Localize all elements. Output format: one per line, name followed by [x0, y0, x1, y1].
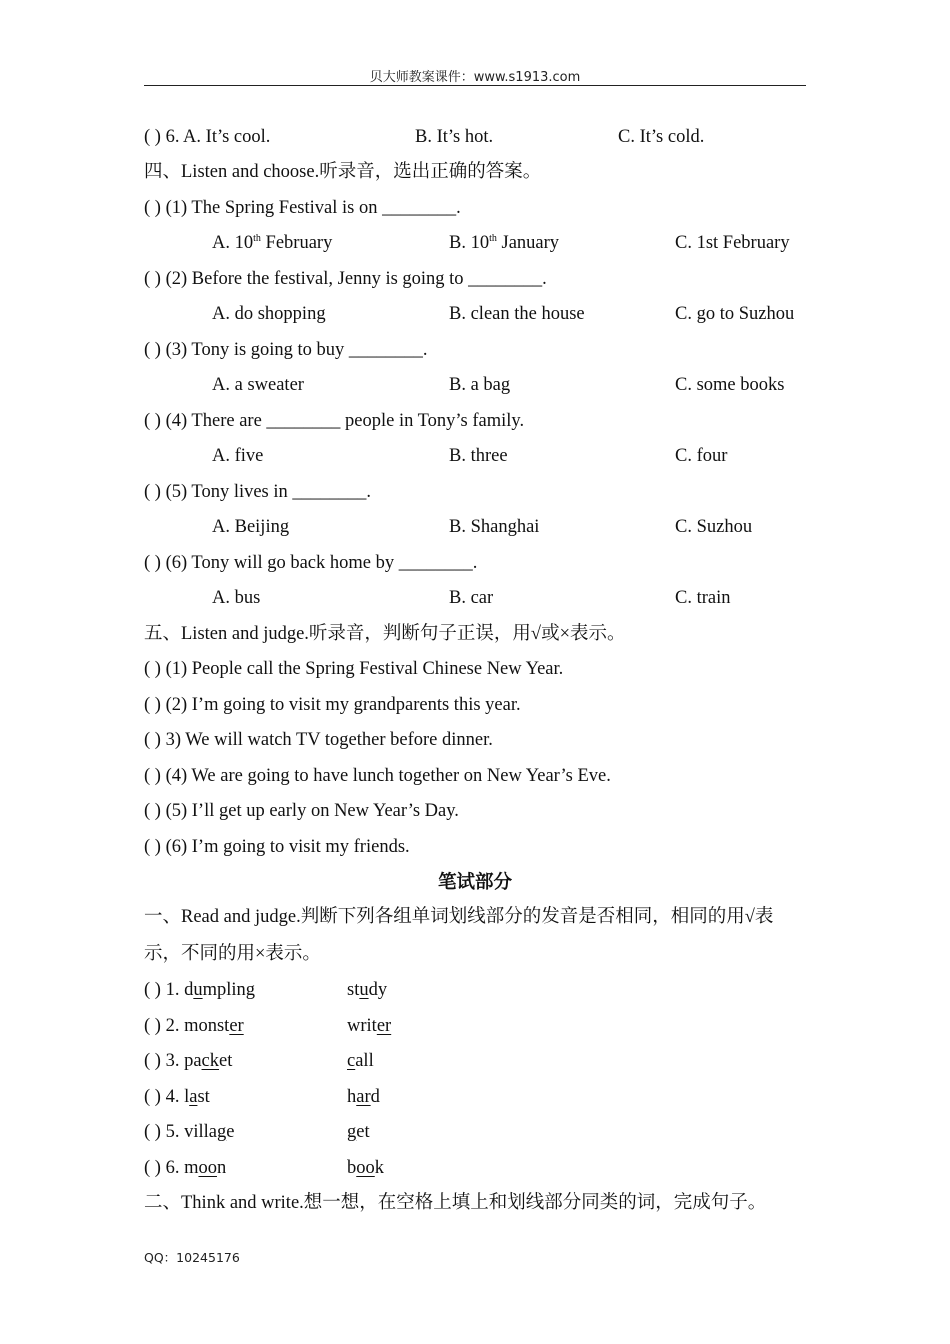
header-divider — [144, 85, 806, 86]
word-pair-1-compare: study — [347, 980, 388, 1000]
written-1-title-line2: 示，不同的用×表示。 — [144, 944, 321, 964]
s5-item-6: ( ) (6) I’m going to visit my friends. — [144, 837, 410, 857]
word-pair-6-compare: book — [347, 1158, 384, 1178]
s4-q5-stem: ( ) (5) Tony lives in ________. — [144, 482, 372, 502]
section-4-title: 四、Listen and choose.听录音，选出正确的答案。 — [144, 162, 542, 182]
s5-item-1: ( ) (1) People call the Spring Festival Chinese New Year. — [144, 659, 564, 679]
s4-q4-option-b: B. three — [449, 446, 508, 466]
q6-stem: ( ) 6. A. It’s cool. — [144, 127, 271, 147]
word-pair-1: ( ) 1. dumpling — [144, 980, 255, 1000]
word-pair-2-compare: writer — [347, 1016, 392, 1036]
s4-q3-option-c: C. some books — [675, 375, 785, 395]
s4-q2-option-c: C. go to Suzhou — [675, 304, 795, 324]
s4-q1-option-c: C. 1st February — [675, 233, 790, 253]
word-pair-2: ( ) 2. monster — [144, 1016, 244, 1036]
s4-q2-stem: ( ) (2) Before the festival, Jenny is going to ________. — [144, 269, 547, 289]
s4-q5-option-c: C. Suzhou — [675, 517, 753, 537]
word-pair-6: ( ) 6. moon — [144, 1158, 227, 1178]
s4-q1-option-b: B. 10th January — [449, 232, 560, 253]
s5-item-5: ( ) (5) I’ll get up early on New Year’s Day. — [144, 801, 459, 821]
s4-q3-option-b: B. a bag — [449, 375, 511, 395]
s4-q3-stem: ( ) (3) Tony is going to buy ________. — [144, 340, 428, 360]
s4-q2-option-b: B. clean the house — [449, 304, 585, 324]
s5-item-3: ( ) 3) We will watch TV together before dinner. — [144, 730, 493, 750]
word-pair-3: ( ) 3. packet — [144, 1051, 233, 1071]
s5-item-2: ( ) (2) I’m going to visit my grandparents this year. — [144, 695, 521, 715]
word-pair-4: ( ) 4. last — [144, 1087, 210, 1107]
page-footer: QQ：10245176 — [144, 1250, 240, 1265]
s4-q1-stem: ( ) (1) The Spring Festival is on ________. — [144, 198, 461, 218]
s4-q6-option-a: A. bus — [212, 588, 261, 608]
s4-q4-option-a: A. five — [212, 446, 264, 466]
s4-q4-option-c: C. four — [675, 446, 728, 466]
s5-item-4: ( ) (4) We are going to have lunch together on New Year’s Eve. — [144, 766, 611, 786]
q6-option-c: C. It’s cold. — [618, 127, 705, 147]
s4-q3-option-a: A. a sweater — [212, 375, 304, 395]
s4-q2-option-a: A. do shopping — [212, 304, 326, 324]
word-pair-5: ( ) 5. village — [144, 1122, 235, 1142]
s4-q5-option-a: A. Beijing — [212, 517, 290, 537]
s4-q6-option-b: B. car — [449, 588, 494, 608]
s4-q4-stem: ( ) (4) There are ________ people in Tony’s family. — [144, 411, 525, 431]
s4-q5-option-b: B. Shanghai — [449, 517, 540, 537]
s4-q6-option-c: C. train — [675, 588, 731, 608]
word-pair-3-compare: call — [347, 1051, 374, 1071]
page-header: 贝大师教案课件：www.s1913.com — [369, 70, 581, 85]
written-2-title: 二、Think and write.想一想，在空格上填上和划线部分同类的词，完成句子。 — [144, 1193, 767, 1213]
section-5-title: 五、Listen and judge.听录音，判断句子正误，用√或×表示。 — [144, 624, 626, 644]
s4-q6-stem: ( ) (6) Tony will go back home by ________. — [144, 553, 478, 573]
word-pair-4-compare: hard — [347, 1087, 380, 1107]
written-section-title: 笔试部分 — [437, 873, 512, 893]
written-1-title-line1: 一、Read and judge.判断下列各组单词划线部分的发音是否相同，相同的用√表 — [144, 907, 774, 927]
q6-option-b: B. It’s hot. — [415, 127, 494, 147]
s4-q1-option-a: A. 10th February — [212, 232, 333, 253]
word-pair-5-compare: get — [347, 1122, 370, 1142]
